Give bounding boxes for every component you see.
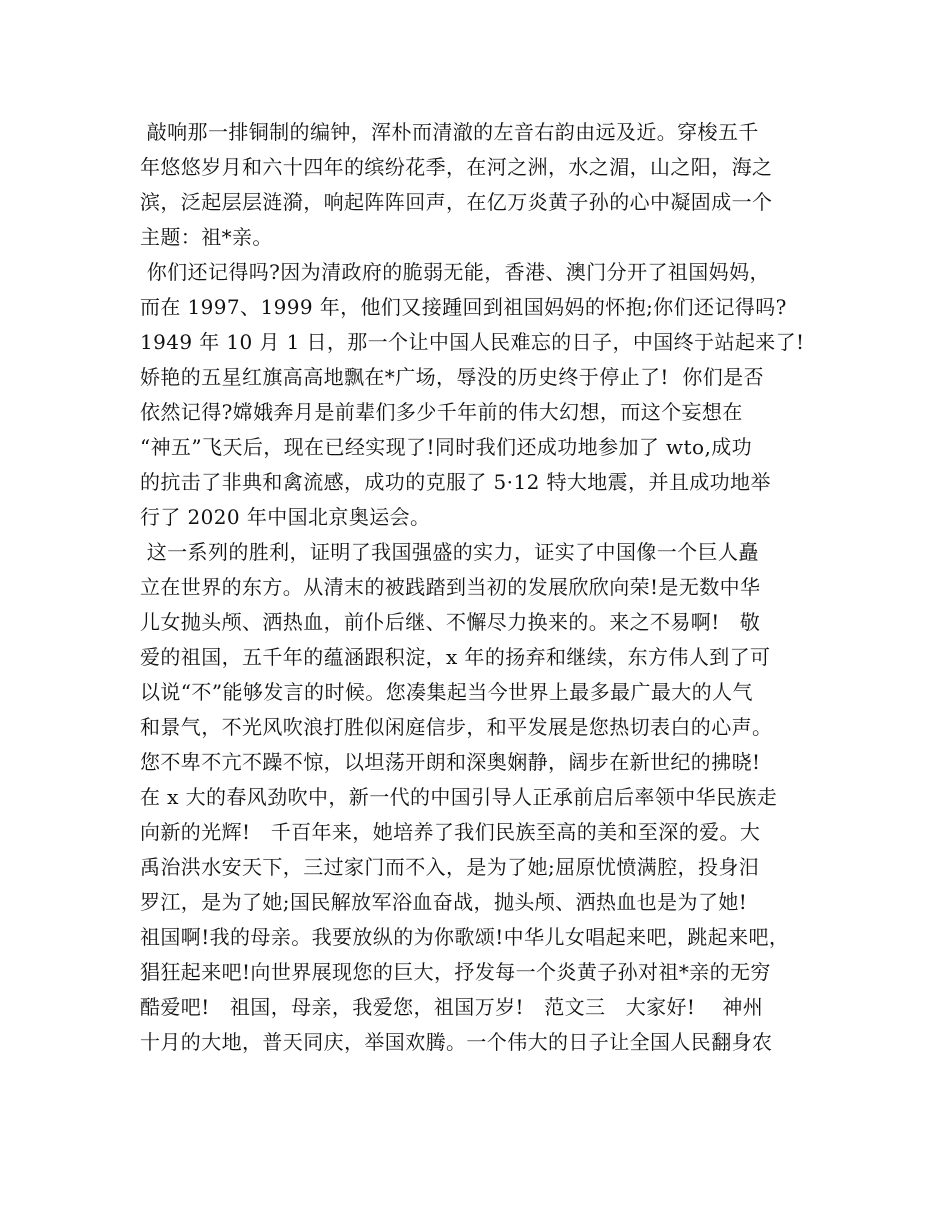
- text-line: 祖国啊!我的母亲。我要放纵的为你歌颂!中华儿女唱起来吧，跳起来吧，: [140, 925, 790, 949]
- text-line: 和景气，不光风吹浪打胜似闲庭信步，和平发展是您热切表白的心声。: [140, 715, 773, 739]
- text-line: 罗江，是为了她;国民解放军浴血奋战，抛头颅、洒热血也是为了她!: [140, 890, 748, 914]
- text-line: 十月的大地，普天同庆，举国欢腾。一个伟大的日子让全国人民翻身农: [140, 1030, 773, 1054]
- text-line: 依然记得?嫦娥奔月是前辈们多少千年前的伟大幻想，而这个妄想在: [140, 400, 743, 424]
- text-line: 禹治洪水安天下，三过家门而不入，是为了她;屈原忧愤满腔，投身汨: [140, 855, 760, 879]
- text-line: “神五”飞天后，现在已经实现了!同时我们还成功地参加了 wto,成功: [140, 435, 752, 459]
- text-line: 的抗击了非典和禽流感，成功的克服了 5·12 特大地震，并且成功地举: [140, 470, 771, 494]
- text-line: 年悠悠岁月和六十四年的缤纷花季，在河之洲，水之湄，山之阳，海之: [140, 155, 773, 179]
- text-line: 向新的光辉! 千百年来，她培养了我们民族至高的美和至深的爱。大: [140, 820, 761, 844]
- text-line: 在 x 大的春风劲吹中，新一代的中国引导人正承前启后率领中华民族走: [140, 785, 778, 809]
- text-line: 立在世界的东方。从清末的被践踏到当初的发展欣欣向荣!是无数中华: [140, 575, 761, 599]
- text-line: 滨，泛起层层涟漪，响起阵阵回声，在亿万炎黄子孙的心中凝固成一个: [140, 190, 773, 214]
- text-line: 1949 年 10 月 1 日，那一个让中国人民难忘的日子，中国终于站起来了!: [140, 330, 805, 354]
- text-line: 你们还记得吗?因为清政府的脆弱无能，香港、澳门分开了祖国妈妈，: [140, 260, 770, 284]
- document-body: [140, 115, 820, 1060]
- text-line: 爱的祖国，五千年的蕴涵跟积淀，x 年的扬弃和继续，东方伟人到了可: [140, 645, 771, 669]
- text-line: 猖狂起来吧!向世界展现您的巨大，抒发每一个炎黄子孙对祖*亲的无穷: [140, 960, 771, 984]
- text-line: 酷爱吧! 祖国，母亲，我爱您，祖国万岁! 范文三 大家好! 神州: [140, 995, 764, 1019]
- text-line: 这一系列的胜利，证明了我国强盛的实力，证实了中国像一个巨人矗: [140, 540, 759, 564]
- text-line: 行了 2020 年中国北京奥运会。: [140, 505, 431, 529]
- text-line: 您不卑不亢不躁不惊，以坦荡开朗和深奥娴静，阔步在新世纪的拂晓!: [140, 750, 761, 774]
- text-line: 娇艳的五星红旗高高地飘在*广场，辱没的历史终于停止了! 你们是否: [140, 365, 764, 389]
- text-line: 儿女抛头颅、洒热血，前仆后继、不懈尽力换来的。来之不易啊! 敬: [140, 610, 761, 634]
- text-line: 主题：祖*亲。: [140, 225, 273, 249]
- text-line: 以说“不”能够发言的时候。您凑集起当今世界上最多最广最大的人气: [140, 680, 753, 704]
- text-line: 而在 1997、1999 年，他们又接踵回到祖国妈妈的怀抱;你们还记得吗?: [140, 295, 787, 319]
- text-line: 敲响那一排铜制的编钟，浑朴而清澈的左音右韵由远及近。穿梭五千: [140, 120, 759, 144]
